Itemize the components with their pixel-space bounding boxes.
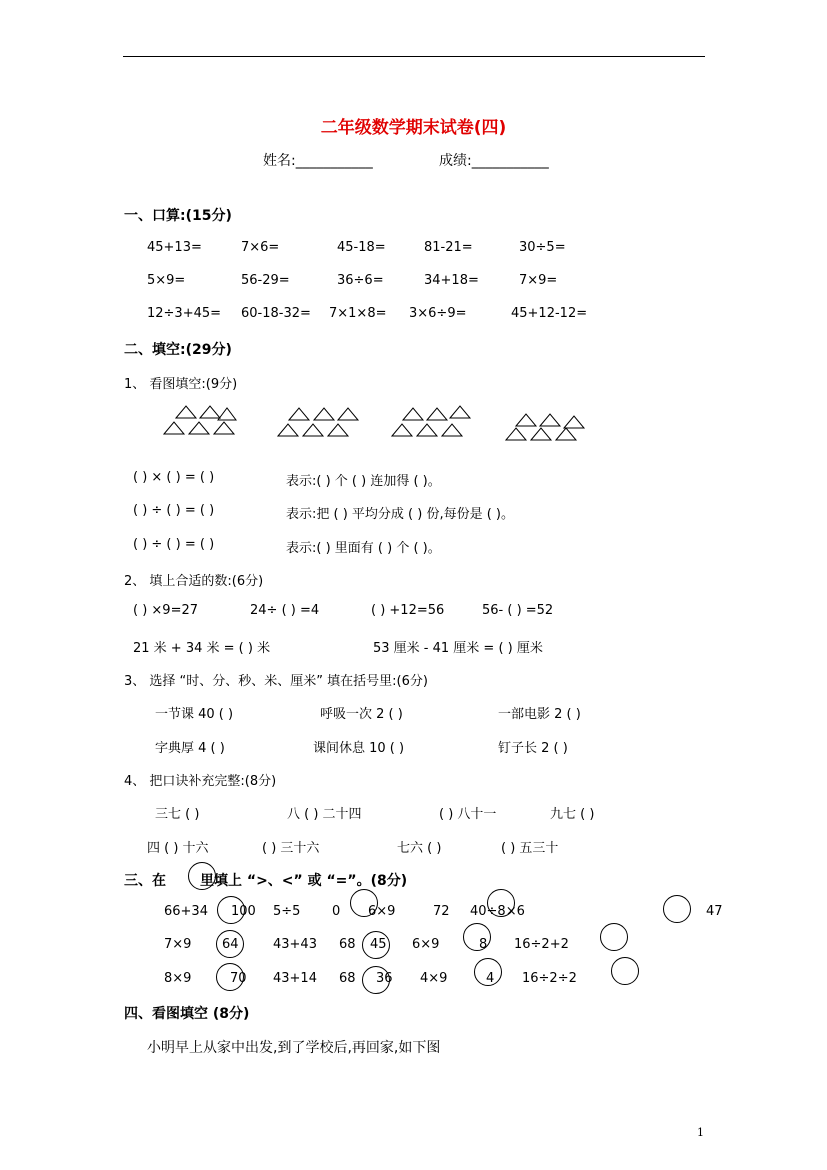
q2-item: 53 厘米 - 41 厘米 = ( ) 厘米 [373,641,543,656]
q1-description: 表示:( ) 里面有 ( ) 个 ( )。 [286,541,441,556]
section4-heading: 四、看图填空 (8分) [124,1006,250,1022]
answer-circle[interactable] [362,966,390,994]
score-field-label: 成绩:___________ [439,153,549,169]
oral-item: 3×6÷9= [409,306,467,321]
q1-description: 表示:( ) 个 ( ) 连加得 ( )。 [286,474,441,489]
q4-item: 九七 ( ) [550,807,595,822]
q3-item: 一节课 40 ( ) [155,707,234,722]
name-field-label: 姓名:___________ [263,153,373,169]
q4-item: 三七 ( ) [155,807,200,822]
answer-circle[interactable] [463,923,491,951]
oral-item: 56-29= [241,273,290,288]
header-rule [123,56,705,57]
q2-item: 24÷ ( ) =4 [250,603,320,618]
q1-description: 表示:把 ( ) 平均分成 ( ) 份,每份是 ( )。 [286,507,515,522]
answer-circle[interactable] [663,895,691,923]
q1-equation: ( ) × ( ) = ( ) [133,470,215,485]
oral-item: 12÷3+45= [147,306,222,321]
compare-item: 0 [332,904,341,919]
oral-item: 81-21= [424,240,473,255]
q2-item: 21 米 + 34 米 = ( ) 米 [133,641,271,656]
section3-heading-rest: 里填上 “>、<” 或 “=”。(8分) [200,873,408,889]
q1-label: 1、 看图填空:(9分) [124,377,238,392]
q4-item: ( ) 八十一 [439,807,497,822]
q4-item: ( ) 五三十 [501,841,559,856]
answer-circle[interactable] [362,931,390,959]
compare-item: 47 [706,904,723,919]
oral-item: 7×1×8= [329,306,387,321]
triangle-group-2 [275,402,365,438]
compare-item: 70 [230,971,247,986]
answer-circle[interactable] [611,957,639,985]
q3-item: 钉子长 2 ( ) [498,741,568,756]
section2-heading: 二、填空:(29分) [124,342,232,358]
section1-heading: 一、口算:(15分) [124,208,232,224]
q3-item: 课间休息 10 ( ) [313,741,405,756]
q4-item: 四 ( ) 十六 [147,841,209,856]
q3-item: 字典厚 4 ( ) [155,741,225,756]
oral-item: 45+12-12= [511,306,588,321]
compare-item: 7×9 [164,937,192,952]
compare-item: 4 [486,971,495,986]
q4-item: 八 ( ) 二十四 [287,807,362,822]
q4-item: 七六 ( ) [397,841,442,856]
oral-item: 34+18= [424,273,479,288]
compare-item: 66+34 [164,904,208,919]
compare-item: 100 [231,904,256,919]
compare-item: 68 [339,937,356,952]
answer-circle[interactable] [216,963,244,991]
compare-item: 43+14 [273,971,317,986]
section3-heading: 三、在 [124,873,166,889]
compare-item: 8×9 [164,971,192,986]
q4-item: ( ) 三十六 [262,841,320,856]
section4-text: 小明早上从家中出发,到了学校后,再回家,如下图 [147,1040,441,1056]
answer-circle[interactable] [487,889,515,917]
compare-item: 72 [433,904,450,919]
page-number: 1 [697,1126,704,1139]
compare-item: 16÷2+2 [514,937,569,952]
compare-item: 5÷5 [273,904,301,919]
oral-item: 5×9= [147,273,186,288]
q4-label: 4、 把口诀补充完整:(8分) [124,774,277,789]
compare-item: 45 [370,937,387,952]
oral-item: 45-18= [337,240,386,255]
oral-item: 7×9= [519,273,558,288]
compare-item: 6×9 [412,937,440,952]
answer-circle[interactable] [600,923,628,951]
oral-item: 45+13= [147,240,202,255]
answer-circle[interactable] [217,896,245,924]
answer-circle[interactable] [350,889,378,917]
compare-item: 68 [339,971,356,986]
oral-item: 36÷6= [337,273,384,288]
answer-circle[interactable] [474,958,502,986]
triangle-group-1 [160,402,240,438]
compare-item: 43+43 [273,937,317,952]
q3-label: 3、 选择 “时、分、秒、米、厘米” 填在括号里:(6分) [124,674,428,689]
q3-item: 一部电影 2 ( ) [498,707,581,722]
compare-item: 36 [376,971,393,986]
oral-item: 7×6= [241,240,280,255]
q2-item: ( ) ×9=27 [133,603,199,618]
compare-item: 6×9 [368,904,396,919]
compare-item: 64 [222,937,239,952]
oral-item: 60-18-32= [241,306,311,321]
oral-item: 30÷5= [519,240,566,255]
q1-equation: ( ) ÷ ( ) = ( ) [133,537,215,552]
q2-item: ( ) +12=56 [371,603,445,618]
compare-item: 8 [479,937,488,952]
triangle-group-3 [389,402,479,438]
q2-item: 56- ( ) =52 [482,603,554,618]
triangle-group-4 [503,406,593,442]
page-title: 二年级数学期末试卷(四) [320,118,507,138]
compare-item: 16÷2÷2 [522,971,577,986]
compare-item: 4×9 [420,971,448,986]
q1-equation: ( ) ÷ ( ) = ( ) [133,503,215,518]
q2-label: 2、 填上合适的数:(6分) [124,574,264,589]
answer-circle[interactable] [216,930,244,958]
compare-item: 40÷8×6 [470,904,525,919]
q3-item: 呼吸一次 2 ( ) [320,707,403,722]
